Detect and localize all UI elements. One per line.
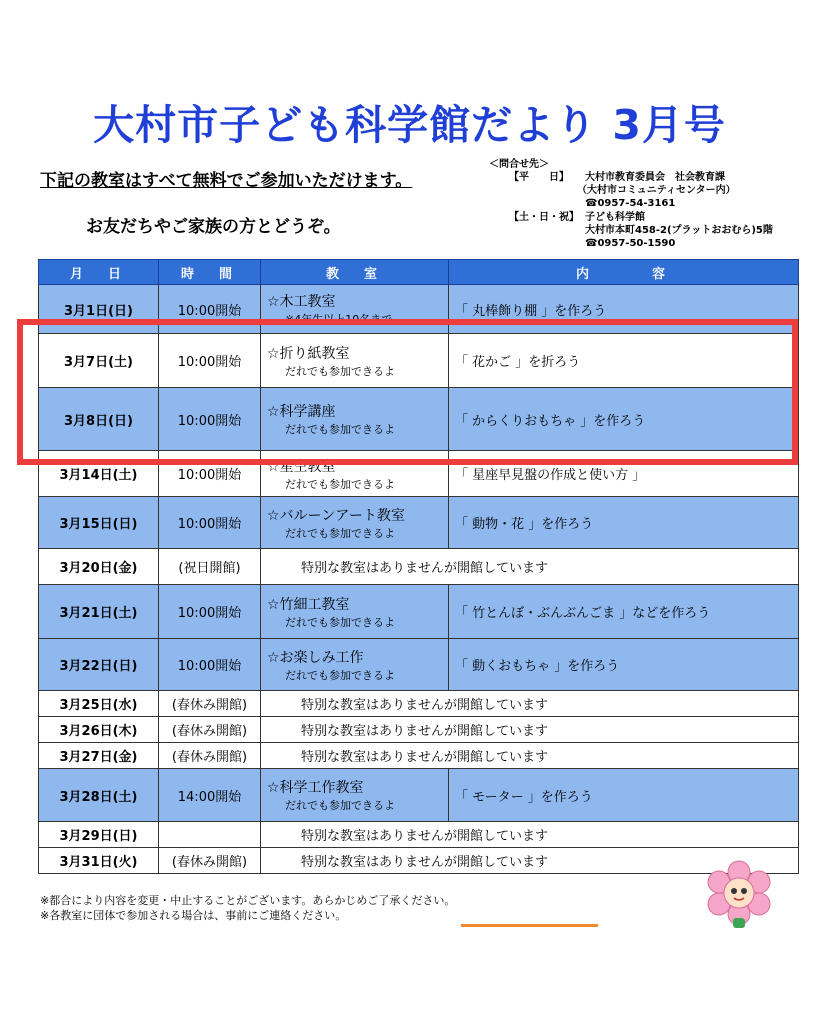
welcome-text: お友だちやご家族の方とどうぞ。 [86, 217, 341, 237]
row-date: 3月15日(日) [39, 497, 159, 549]
row-date: 3月14日(土) [39, 451, 159, 497]
class-name: ☆科学工作教室 [267, 780, 364, 796]
row-special-message: 特別な教室はありませんが開館しています [261, 717, 799, 743]
class-note: だれでも参加できるよ [285, 423, 395, 436]
class-name: ☆お楽しみ工作 [267, 649, 364, 666]
row-content: 「 丸棒飾り棚 」を作ろう [449, 285, 799, 334]
row-content: 「 動くおもちゃ 」を作ろう [449, 639, 799, 691]
class-name: ☆科学講座 [267, 404, 336, 420]
class-note: ※4年生以上10名まで [285, 313, 393, 326]
table-row [39, 822, 799, 848]
free-notice: 下記の教室はすべて無料でご参加いただけます。 [40, 171, 413, 191]
contact-weekday-org2: （大村市コミュニティセンター内） [577, 185, 736, 196]
row-class [261, 769, 449, 822]
class-name: ☆木工教室 [267, 294, 336, 310]
row-time: 10:00開始 [159, 334, 261, 388]
contact-heading: ＜問合せ先＞ [489, 159, 549, 170]
row-content: 「 竹とんぼ・ぶんぶんごま 」などを作ろう [449, 585, 799, 639]
divider [461, 924, 598, 927]
row-special-message: 特別な教室はありませんが開館しています [261, 848, 799, 874]
row-special-message: 特別な教室はありませんが開館しています [261, 822, 799, 848]
row-content: 「 動物・花 」を作ろう [449, 497, 799, 549]
contact-info [489, 158, 815, 254]
row-date: 3月25日(水) [39, 691, 159, 717]
row-date: 3月1日(日) [39, 285, 159, 334]
row-class [261, 497, 449, 549]
table-row [39, 585, 799, 639]
row-date: 3月22日(日) [39, 639, 159, 691]
note-line: ※都合により内容を変更・中止することがございます。あらかじめご了承ください。 [40, 894, 456, 907]
row-time: (祝日開館) [159, 549, 261, 585]
contact-weekend-addr: 大村市本町458-2(プラットおおむら)5階 [585, 225, 773, 236]
row-date: 3月29日(日) [39, 822, 159, 848]
row-time: 10:00開始 [159, 639, 261, 691]
table-row [39, 848, 799, 874]
row-special-message: 特別な教室はありませんが開館しています [261, 691, 799, 717]
contact-weekend-tel: ☎0957-50-1590 [585, 238, 676, 249]
row-content: 「 星座早見盤の作成と使い方 」 [449, 451, 799, 497]
row-content: 「 からくりおもちゃ 」を作ろう [449, 388, 799, 451]
contact-weekday-org: 大村市教育委員会 社会教育課 [585, 172, 725, 183]
row-time: 10:00開始 [159, 388, 261, 451]
class-note: だれでも参加できるよ [285, 799, 395, 812]
row-time: (春休み開館) [159, 743, 261, 769]
contact-weekday-tel: ☎0957-54-3161 [585, 198, 676, 209]
table-row [39, 549, 799, 585]
table-header-row [39, 260, 799, 285]
row-date: 3月31日(火) [39, 848, 159, 874]
class-name: ☆星空教室 [267, 458, 336, 475]
class-name: ☆竹細工教室 [267, 596, 350, 613]
header-time: 時 間 [159, 260, 261, 285]
highlight-box [17, 319, 798, 465]
row-time: (春休み開館) [159, 717, 261, 743]
row-date: 3月28日(土) [39, 769, 159, 822]
contact-weekend-org: 子ども科学館 [585, 212, 645, 223]
class-name: ☆バルーンアート教室 [267, 507, 405, 524]
class-note: だれでも参加できるよ [285, 615, 395, 629]
header-date: 月 日 [39, 260, 159, 285]
table-row [39, 717, 799, 743]
row-time [159, 822, 261, 848]
row-date: 3月21日(土) [39, 585, 159, 639]
table-row [39, 743, 799, 769]
header-content: 内 容 [449, 260, 799, 285]
row-content: 「 モーター 」を作ろう [449, 769, 799, 822]
row-time: 10:00開始 [159, 585, 261, 639]
row-special-message: 特別な教室はありませんが開館しています [261, 549, 799, 585]
row-date: 3月8日(日) [39, 388, 159, 451]
table-row [39, 639, 799, 691]
header-class: 教 室 [261, 260, 449, 285]
row-class [261, 639, 449, 691]
row-time: 10:00開始 [159, 497, 261, 549]
row-date: 3月7日(土) [39, 334, 159, 388]
mascot-flower-icon [703, 858, 775, 930]
row-date: 3月20日(金) [39, 549, 159, 585]
table-row [39, 691, 799, 717]
row-class [261, 585, 449, 639]
row-time: (春休み開館) [159, 691, 261, 717]
note-line: ※各教室に団体で参加される場合は、事前にご連絡ください。 [40, 909, 347, 922]
row-time: 10:00開始 [159, 285, 261, 334]
row-date: 3月26日(木) [39, 717, 159, 743]
row-time: 10:00開始 [159, 451, 261, 497]
class-note: だれでも参加できるよ [285, 477, 395, 491]
class-note: だれでも参加できるよ [285, 668, 395, 682]
contact-weekday-label: 【平 日】 [509, 172, 569, 183]
class-name: ☆折り紙教室 [267, 345, 350, 362]
contact-weekend-label: 【土・日・祝】 [509, 212, 579, 223]
row-content: 「 花かご 」を折ろう [449, 334, 799, 388]
class-note: だれでも参加できるよ [285, 364, 395, 378]
page-title: 大村市子ども科学館だより 3月号 [93, 101, 726, 149]
table-row [39, 769, 799, 822]
row-date: 3月27日(金) [39, 743, 159, 769]
row-time: 14:00開始 [159, 769, 261, 822]
table-row [39, 497, 799, 549]
row-time: (春休み開館) [159, 848, 261, 874]
class-note: だれでも参加できるよ [285, 526, 395, 540]
row-special-message: 特別な教室はありませんが開館しています [261, 743, 799, 769]
